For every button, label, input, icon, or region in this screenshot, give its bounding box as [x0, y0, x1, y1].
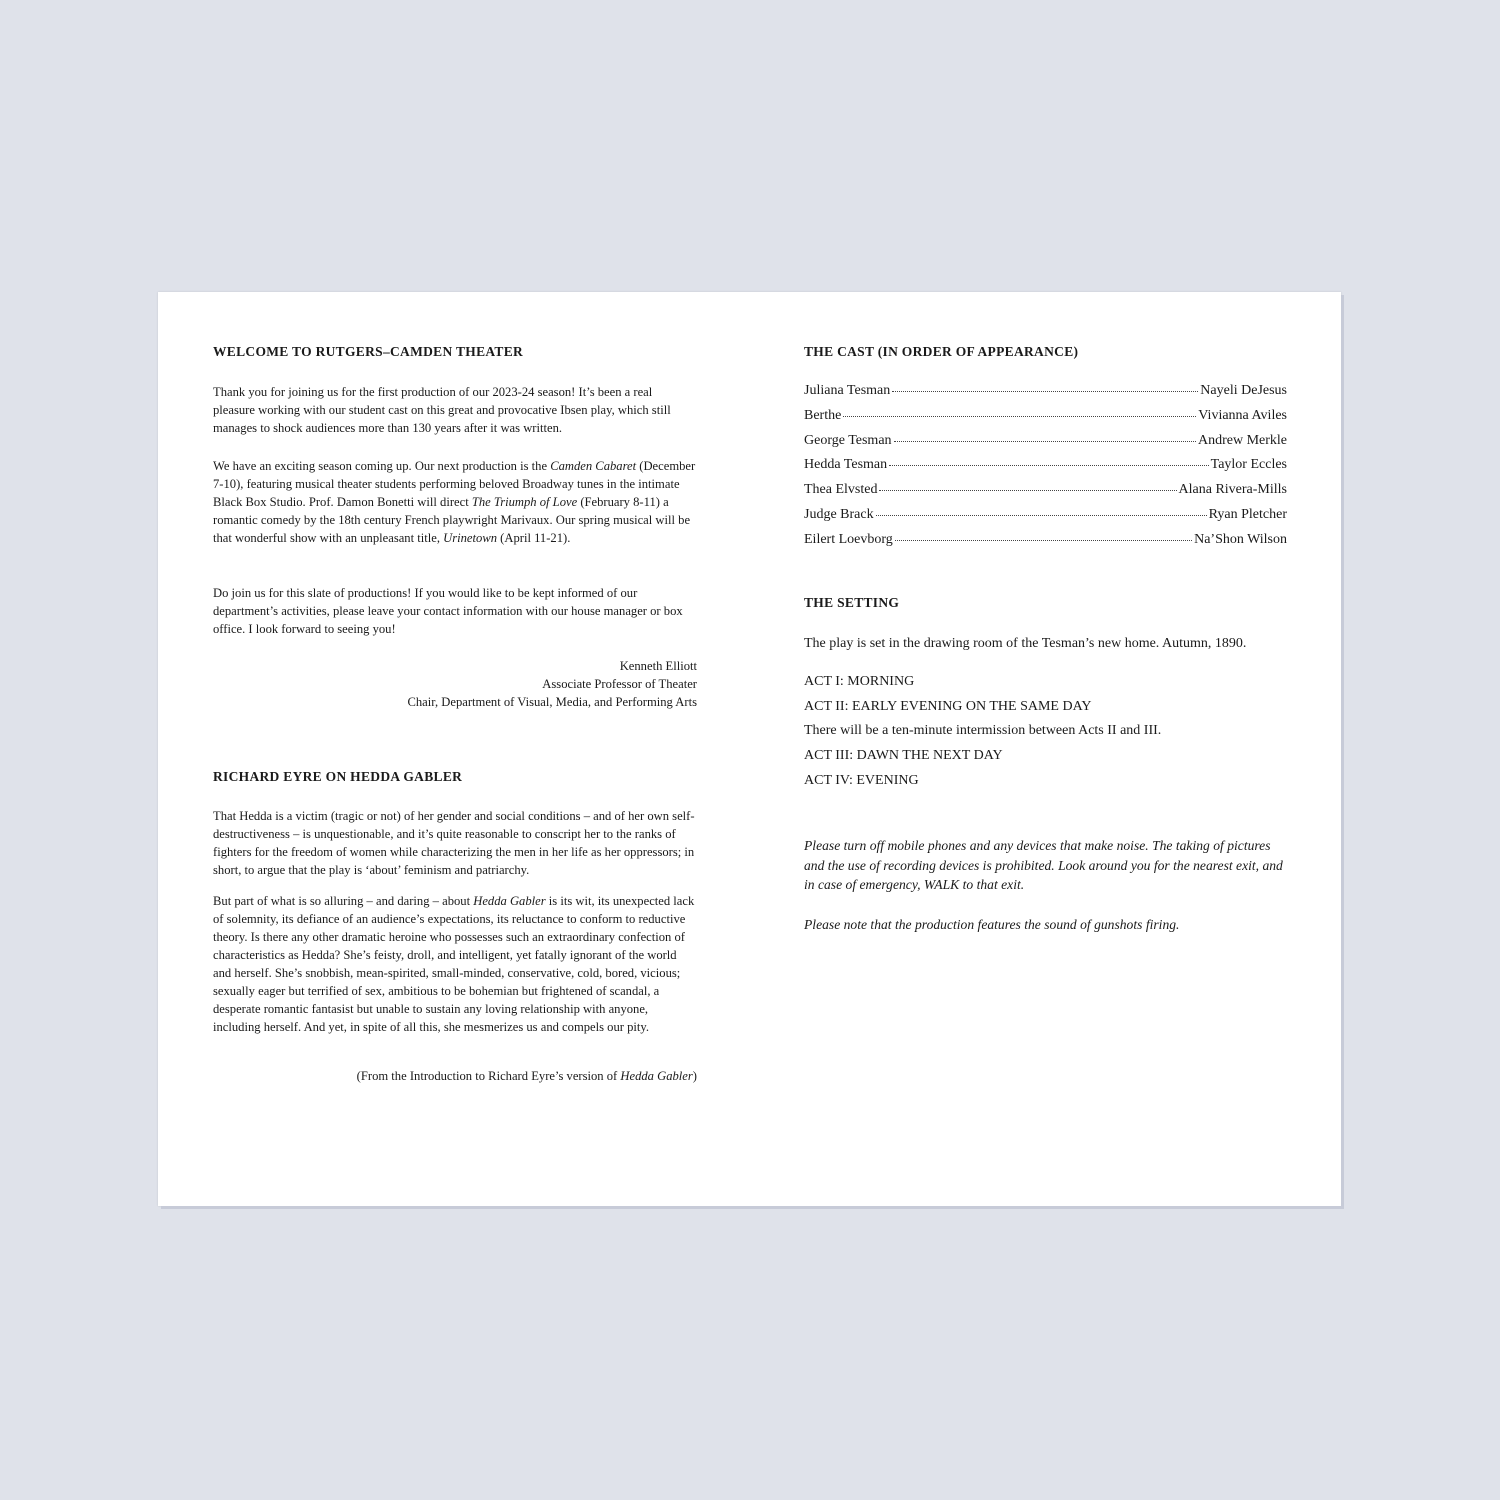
- cast-row: [804, 408, 1287, 433]
- welcome-paragraph-2-text-b: (December 7-10), featuring musical theater students performing beloved Broadway tunes in the intimate Black Box Studio. Prof. Damon Bonetti will direct: [213, 459, 696, 509]
- welcome-heading: WELCOME TO RUTGERS–CAMDEN THEATER: [213, 344, 524, 359]
- dot-leader: [895, 540, 1192, 541]
- signature-name: Kenneth Elliott: [619, 659, 697, 673]
- setting-heading: THE SETTING: [804, 595, 900, 610]
- cast-row: [804, 507, 1287, 532]
- act-item: ACT II: EARLY EVENING ON THE SAME DAY: [804, 698, 1092, 714]
- welcome-paragraph-2: [213, 457, 697, 547]
- act-item: ACT I: MORNING: [804, 674, 915, 689]
- show-title-triumph-of-love: The Triumph of Love: [471, 495, 578, 509]
- cast-actor: Alana Rivera-Mills: [1178, 482, 1287, 498]
- cast-role: Eilert Loevborg: [804, 531, 893, 547]
- show-title-urinetown: Urinetown: [443, 531, 498, 545]
- eyre-paragraph-1: That Hedda is a victim (tragic or not) of her gender and social conditions – and of her own self-destructiveness – is unquestionable, and it’s quite reasonable to conscript her to the ranks of fighters for the freedom of women while characterizing the men in her life as her oppressors; in short, to argue that the play is ‘about’ feminism and patriarchy.: [213, 809, 695, 877]
- eyre-paragraph-2-text-b: is its wit, its unexpected lack of solemnity, its defiance of an audience’s expectations, its reluctance to conform to reductive theory. Is there any other dramatic heroine who possesses such an extraordinary confection of characteristics as Hedda? She’s feisty, droll, and intelligent, yet fatally ignorant of the world and herself. She’s snobbish, mean-spirited, small-minded, conservative, cold, bored, vicious; sexually eager but terrified of sex, ambitious to be bohemian but frightened of scandal, a desperate romantic fantasist but unable to sustain any loving relationship with anyone, including herself. And yet, in spite of all this, she mesmerizes us and compels our pity.: [213, 894, 695, 1034]
- welcome-paragraph-3: Do join us for this slate of productions! If you would like to be kept informed of our department’s activities, please leave your contact information with our house manager or box office. I look forward to seeing you!: [213, 586, 683, 636]
- dot-leader: [843, 416, 1196, 417]
- cast-row: [804, 532, 1287, 557]
- eyre-source-text-a: (From the Introduction to Richard Eyre’s version of: [356, 1069, 621, 1083]
- welcome-paragraph-2-text-c: (February 8-11) a romantic comedy by the 18th century French playwright Marivaux. Our spring musical will be that wonderful show with an unpleasant title,: [213, 495, 691, 545]
- eyre-source-title: Hedda Gabler: [620, 1069, 693, 1083]
- cast-role: George Tesman: [804, 432, 892, 448]
- cast-role: Hedda Tesman: [804, 457, 888, 473]
- devices-notice: Please turn off mobile phones and any devices that make noise. The taking of pictures and the use of recording devices is prohibited. Look around you for the nearest exit, and in case of emergency, WALK to that exit.: [804, 838, 1283, 892]
- intermission-note: There will be a ten-minute intermission between Acts II and III.: [804, 723, 1162, 739]
- dot-leader: [876, 515, 1207, 516]
- welcome-paragraph-1: Thank you for joining us for the first production of our 2023-24 season! It’s been a real pleasure working with our student cast on this great and provocative Ibsen play, which still manages to shock audiences more than 130 years after it was written.: [213, 385, 671, 435]
- welcome-paragraph-2-text-a: We have an exciting season coming up. Our next production is the: [213, 459, 551, 473]
- cast-actor: Taylor Eccles: [1210, 457, 1287, 473]
- cast-actor: Nayeli DeJesus: [1200, 383, 1287, 398]
- program-spread: [158, 292, 1341, 1206]
- dot-leader: [894, 441, 1196, 442]
- eyre-paragraph-2: [213, 892, 697, 1036]
- cast-role: Judge Brack: [804, 506, 874, 522]
- eyre-source: [213, 1067, 697, 1085]
- eyre-heading: RICHARD EYRE ON HEDDA GABLER: [213, 769, 463, 784]
- cast-role: Thea Elvsted: [804, 482, 878, 498]
- dot-leader: [892, 391, 1198, 392]
- dot-leader: [879, 490, 1176, 491]
- cast-actor: Ryan Pletcher: [1208, 506, 1287, 522]
- act-item: ACT III: DAWN THE NEXT DAY: [804, 748, 1003, 764]
- setting-description: The play is set in the drawing room of the Tesman’s new home. Autumn, 1890.: [804, 636, 1247, 651]
- gunshots-notice: Please note that the production features the sound of gunshots firing.: [804, 917, 1180, 932]
- play-title: Hedda Gabler: [473, 894, 546, 908]
- cast-row: [804, 482, 1287, 507]
- signature-block: [213, 657, 697, 711]
- eyre-source-text-b: ): [692, 1069, 697, 1083]
- welcome-paragraph-2-text-d: (April 11-21).: [497, 531, 571, 545]
- cast-list: [804, 383, 1287, 557]
- cast-row: [804, 433, 1287, 458]
- cast-heading: THE CAST (IN ORDER OF APPEARANCE): [804, 344, 1079, 359]
- cast-row: [804, 383, 1287, 408]
- dot-leader: [889, 465, 1209, 466]
- cast-actor: Andrew Merkle: [1197, 432, 1287, 448]
- show-title-camden-cabaret: Camden Cabaret: [550, 459, 637, 473]
- eyre-paragraph-2-text-a: But part of what is so alluring – and daring – about: [213, 894, 474, 908]
- cast-actor: Vivianna Aviles: [1198, 407, 1287, 423]
- act-list: [804, 673, 1161, 796]
- signature-title-1: Associate Professor of Theater: [542, 677, 697, 691]
- cast-role: Juliana Tesman: [804, 383, 891, 398]
- cast-actor: Na’Shon Wilson: [1194, 531, 1287, 547]
- cast-role: Berthe: [804, 407, 842, 423]
- cast-row: [804, 457, 1287, 482]
- signature-title-2: Chair, Department of Visual, Media, and Performing Arts: [407, 695, 697, 709]
- act-item: ACT IV: EVENING: [804, 772, 919, 788]
